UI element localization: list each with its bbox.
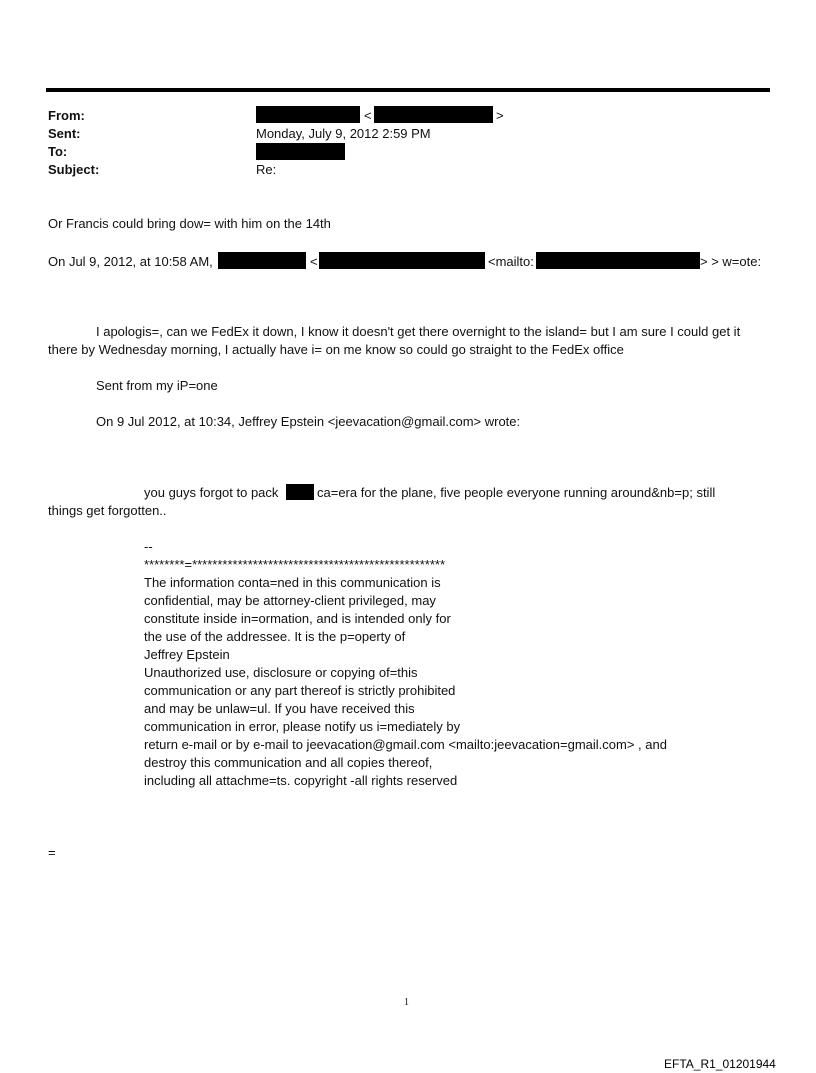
disclaimer-line: Jeffrey Epstein xyxy=(144,647,230,662)
sent-from-line: Sent from my iP=one xyxy=(96,378,218,393)
redaction-para2 xyxy=(286,484,314,500)
quote1-mailto: <mailto: xyxy=(488,254,534,269)
subject-label: Subject: xyxy=(48,162,100,177)
disclaimer-line: -- xyxy=(144,539,153,554)
disclaimer-line: and may be unlaw=ul. If you have received this xyxy=(144,701,415,716)
redaction-quote1-mailto xyxy=(536,252,700,269)
quote2-line: On 9 Jul 2012, at 10:34, Jeffrey Epstein <jeevacation@gmail.com> wrote: xyxy=(96,414,521,429)
redaction-from-name xyxy=(256,106,360,123)
para2-line2: things get forgotten.. xyxy=(48,503,167,518)
trailing-equals: = xyxy=(48,845,56,860)
disclaimer-line: including all attachme=ts. copyright -all rights reserved xyxy=(144,773,458,788)
quote1-suffix: > > w=ote: xyxy=(700,254,762,269)
disclaimer-line: confidential, may be attorney-client privileged, may xyxy=(144,593,436,608)
disclaimer-line: the use of the addressee. It is the p=operty of xyxy=(144,629,406,644)
disclaimer-line: communication or any part thereof is strictly prohibited xyxy=(144,683,456,698)
bates-number: EFTA_R1_01201944 xyxy=(664,1057,776,1071)
disclaimer-line: Unauthorized use, disclosure or copying of=this xyxy=(144,665,418,680)
redaction-from-email xyxy=(374,106,493,123)
page-number: 1 xyxy=(404,997,409,1008)
quote1-lt: < xyxy=(310,254,318,269)
para2-part-b: ca=era for the plane, five people everyone running around&nb=p; still xyxy=(317,485,716,500)
para2-part-a: you guys forgot to pack xyxy=(144,485,279,500)
sent-label: Sent: xyxy=(48,126,81,141)
body-line1: Or Francis could bring dow= with him on the 14th xyxy=(48,216,331,231)
from-label: From: xyxy=(48,108,85,123)
disclaimer-block xyxy=(144,538,667,790)
disclaimer-line: The information conta=ned in this communication is xyxy=(144,575,441,590)
to-label: To: xyxy=(48,144,68,159)
quote1-prefix: On Jul 9, 2012, at 10:58 AM, xyxy=(48,254,213,269)
redaction-quote1-email xyxy=(319,252,485,269)
disclaimer-line: destroy this communication and all copies thereof, xyxy=(144,755,433,770)
disclaimer-line: constitute inside in=ormation, and is intended only for xyxy=(144,611,451,626)
sent-value: Monday, July 9, 2012 2:59 PM xyxy=(256,126,431,141)
header-rule xyxy=(46,88,770,92)
from-lt: < xyxy=(364,108,372,123)
redaction-quote1-name xyxy=(218,252,306,269)
disclaimer-line: return e-mail or by e-mail to jeevacation@gmail.com <mailto:jeevacation=gmail.com> , and xyxy=(144,737,667,752)
from-gt: > xyxy=(496,108,504,123)
disclaimer-line: ********=************************************************** xyxy=(144,557,446,572)
para1-line1: I apologis=, can we FedEx it down, I know it doesn't get there overnight to the island= but I am sure I could get it xyxy=(96,324,741,339)
disclaimer-line: communication in error, please notify us i=mediately by xyxy=(144,719,461,734)
subject-value: Re: xyxy=(256,162,277,177)
redaction-to xyxy=(256,143,345,160)
para1-line2: there by Wednesday morning, I actually have i= on me know so could go straight to the FedEx office xyxy=(48,342,624,357)
